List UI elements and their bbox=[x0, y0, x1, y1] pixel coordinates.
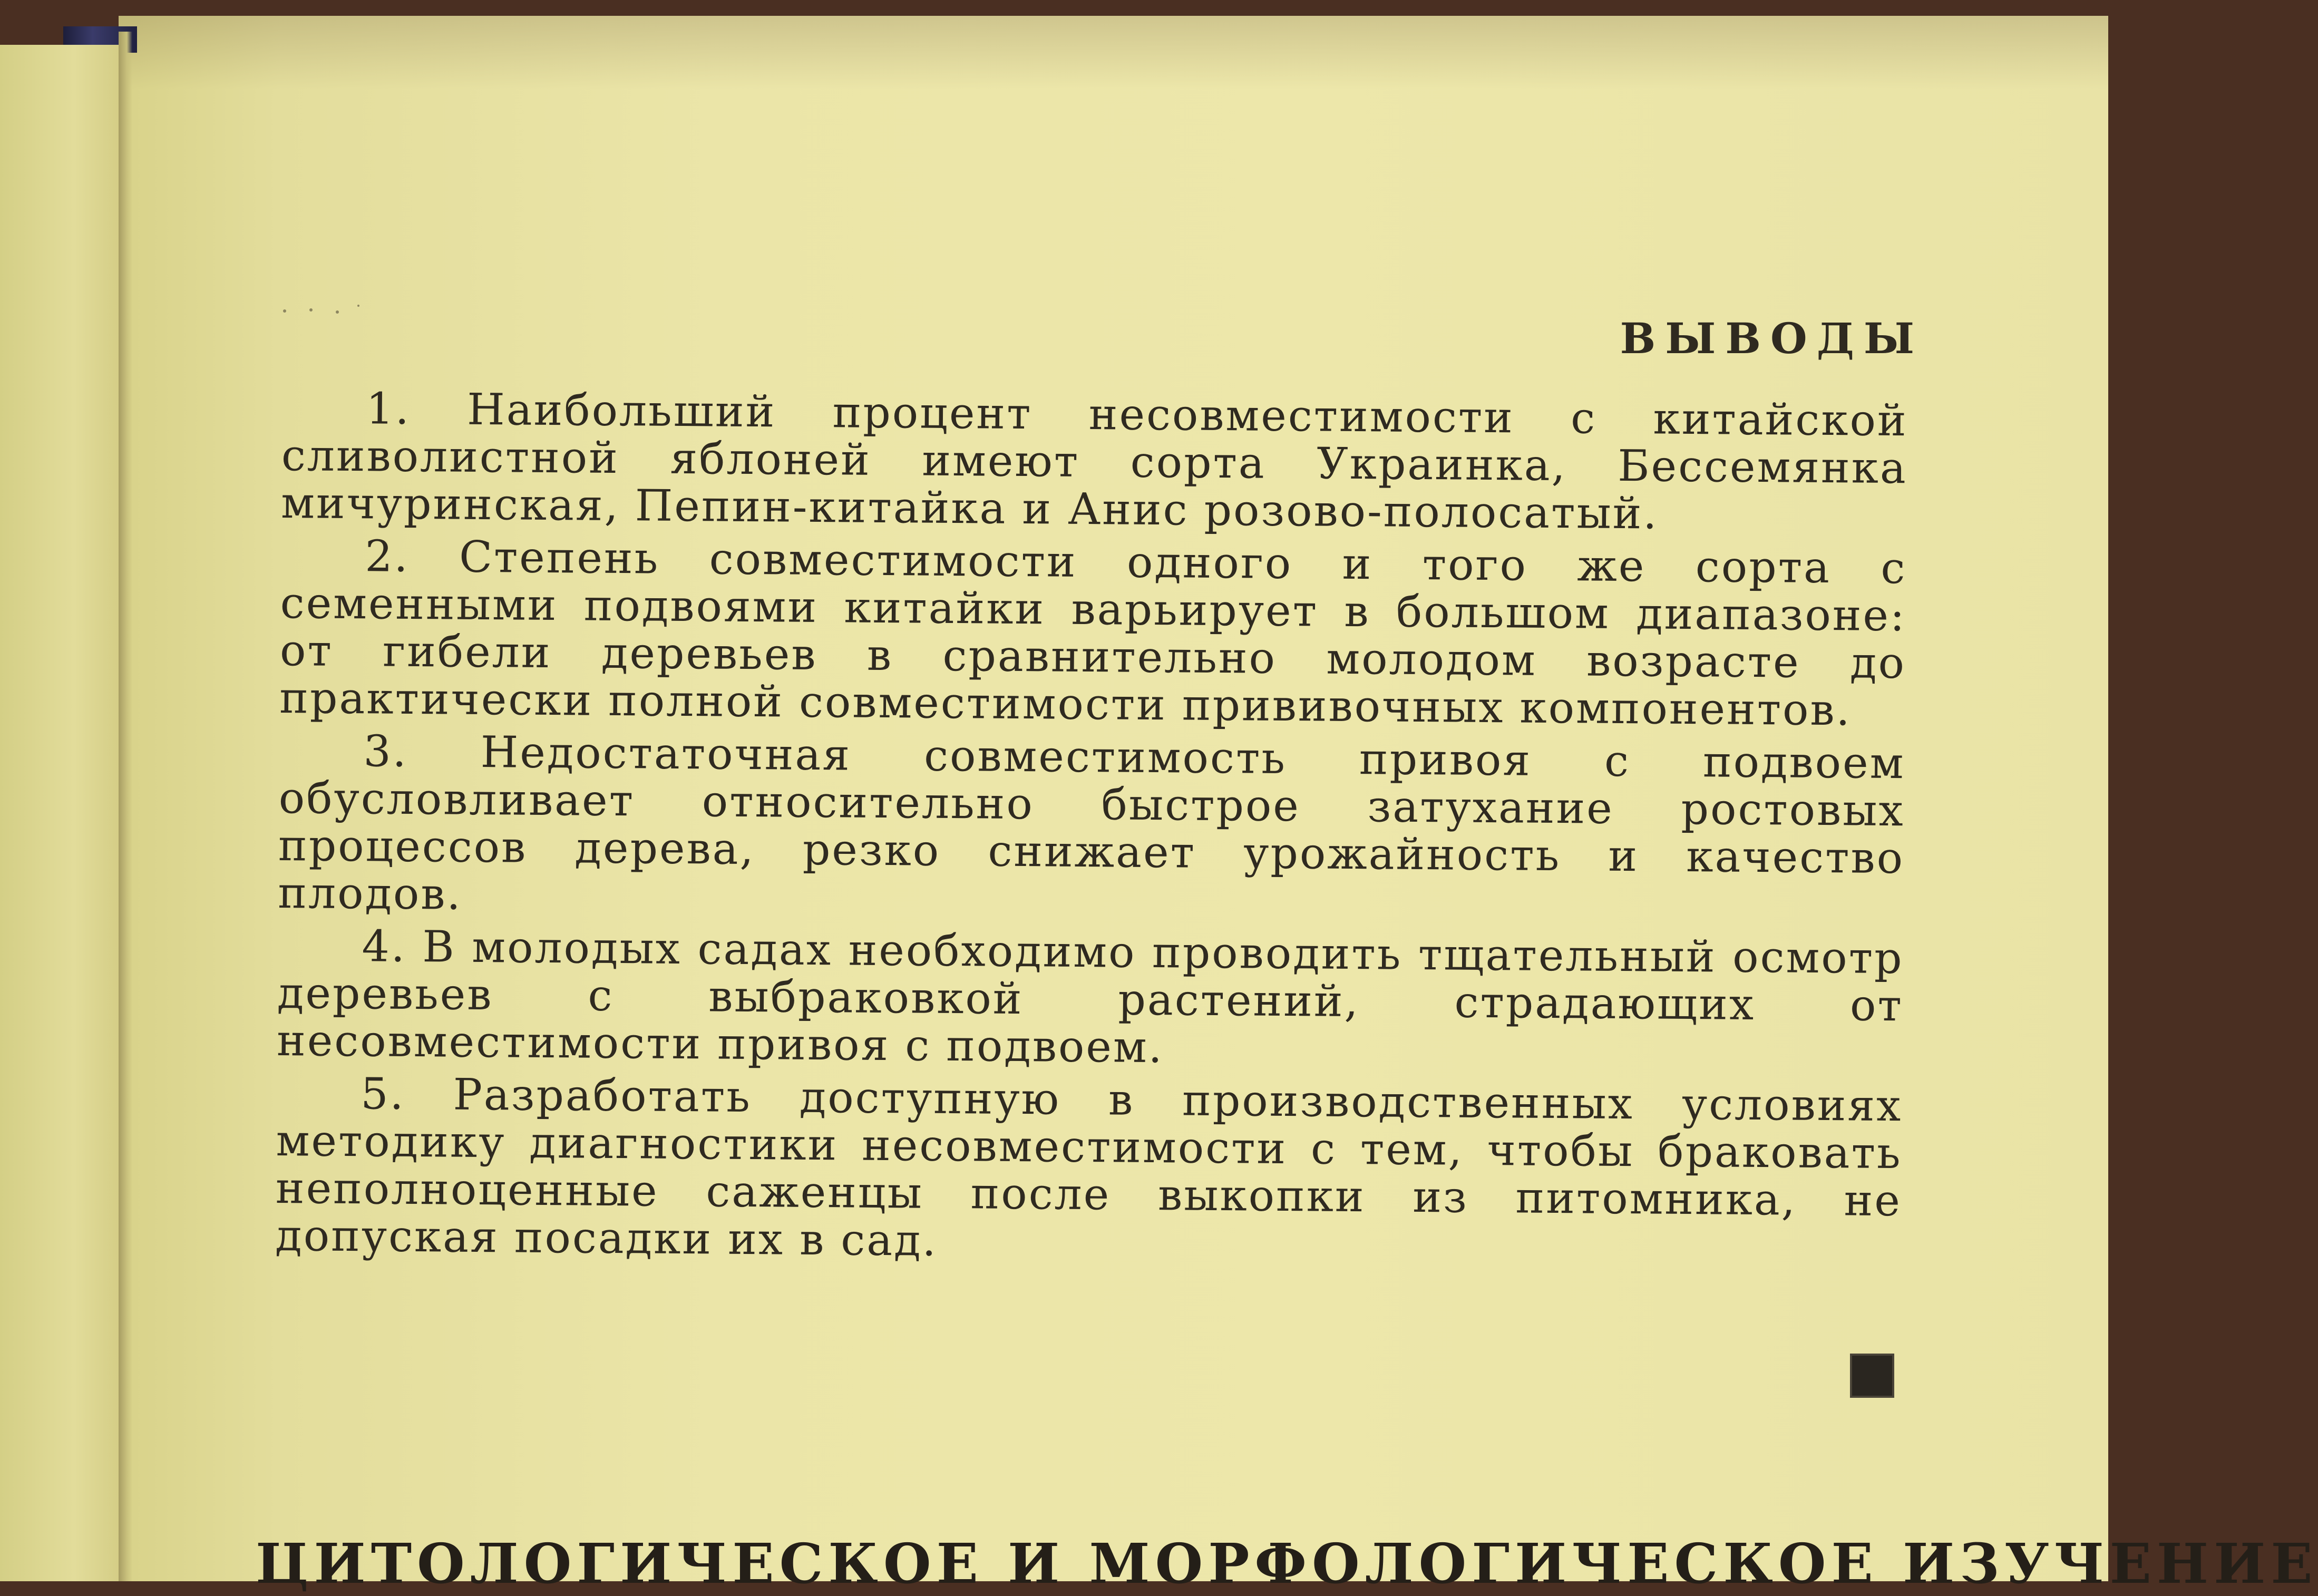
print-specks bbox=[279, 295, 364, 327]
section-heading: ВЫВОДЫ bbox=[1620, 314, 1924, 363]
conclusion-item: 3. Недостаточная совместимость привоя с подвоем обусловливает относительно быстрое затухание ростовых процессов дерева, резко снижает урожайность и качество плодов. bbox=[278, 726, 1905, 920]
conclusion-item: 5. Разработать доступную в производственных условиях методику диагностики несовместимости с тем, чтобы браковать неполноценные саженцы после выкопки из питомника, не допуская посадки их в сад. bbox=[275, 1069, 1903, 1266]
conclusions-list bbox=[275, 385, 1908, 1278]
page-gutter bbox=[119, 32, 132, 1581]
conclusion-item: 1. Наибольший процент несовместимости с китайской сливолистной яблоней имеют сорта Украинка, Бессемянка мичуринская, Пепин-китайка и Анис розово-полосатый. bbox=[280, 384, 1908, 539]
next-section-heading: ЦИТОЛОГИЧЕСКОЕ И МОРФОЛОГИЧЕСКОЕ ИЗУЧЕНИЕ bbox=[256, 1531, 2318, 1596]
section-end-mark bbox=[1850, 1354, 1894, 1398]
conclusion-item: 2. Степень совместимости одного и того же сорта с семенными подвоями китайки варьирует в большом диапазоне: от гибели деревьев в сравнительно молодом возрасте до практически полной совместимости прививочных компонентов. bbox=[279, 531, 1907, 736]
conclusion-item: 4. В молодых садах необходимо проводить тщательный осмотр деревьев с выбраковкой растений, страдающих от несовместимости привоя с подвоем. bbox=[276, 921, 1904, 1073]
page-shadow bbox=[119, 16, 2108, 90]
facing-page-edge bbox=[0, 45, 124, 1581]
